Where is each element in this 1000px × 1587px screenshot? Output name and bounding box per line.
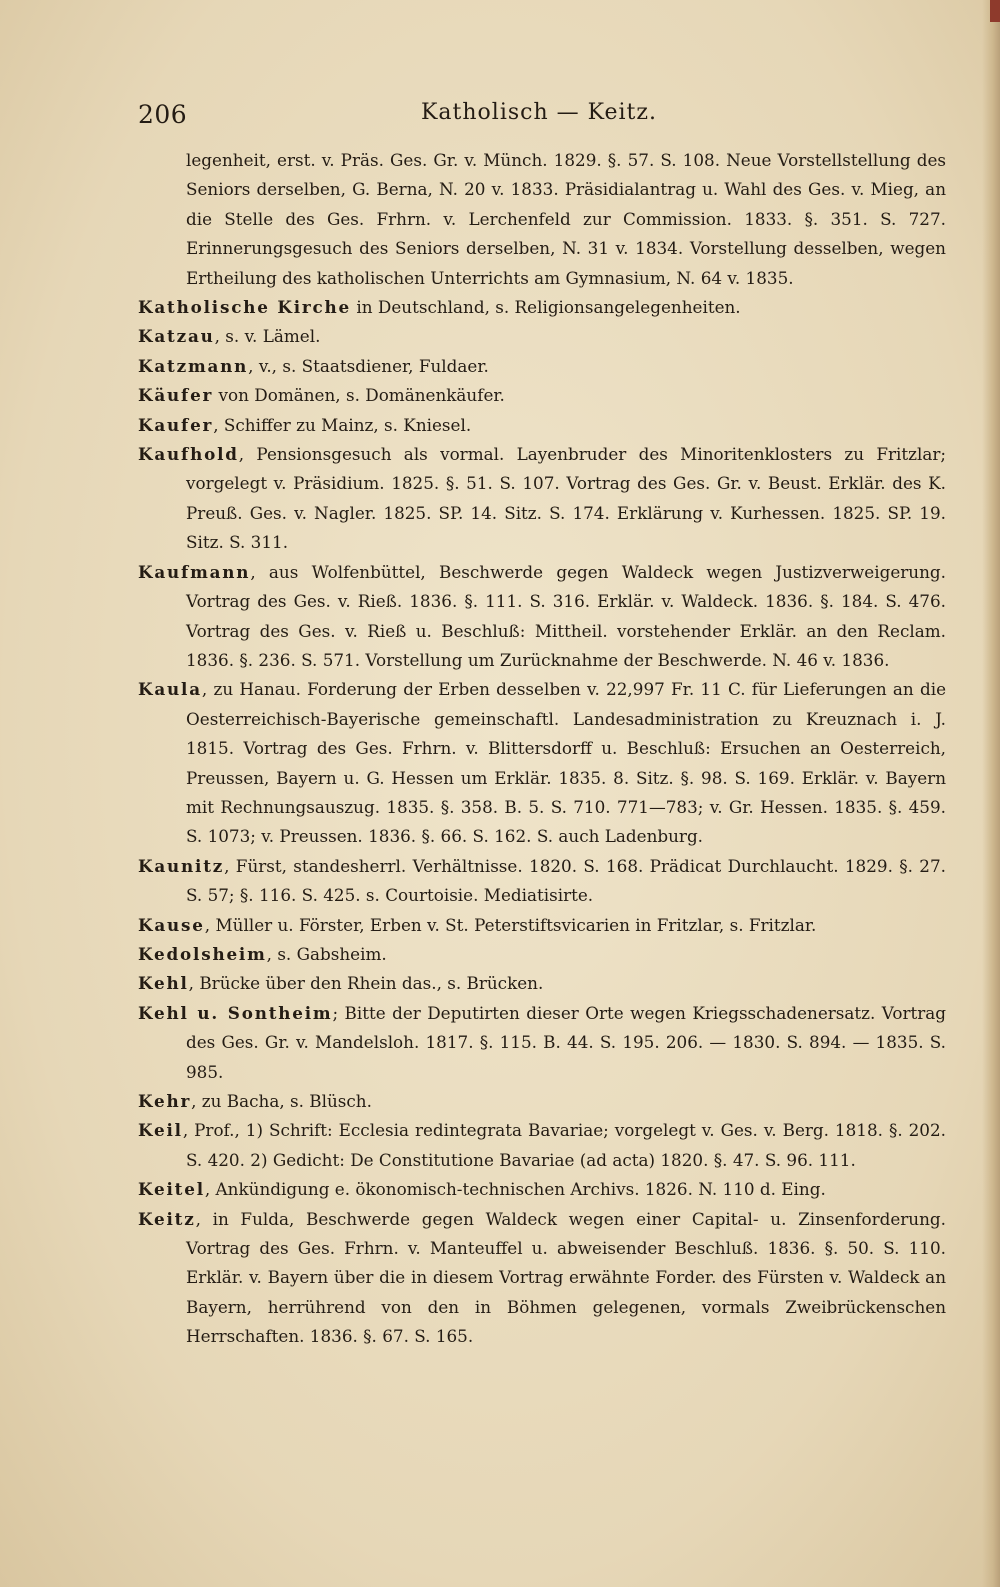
entry-text: in Deutschland, s. Religionsangelegenheiten. — [351, 297, 741, 318]
entry-term: Kehl — [138, 973, 189, 994]
entry-term: Kaufmann — [138, 561, 251, 582]
entry-term: Kehr — [138, 1091, 192, 1111]
index-entry — [138, 440, 946, 558]
page-header — [138, 100, 940, 134]
entry-term: Kaufhold — [138, 444, 239, 465]
index-entry — [138, 1116, 946, 1175]
entry-text: , aus Wolfenbüttel, Beschwerde gegen Waldeck wegen Justizverweigerung. Vortrag des Ges. v. Rieß. 1836. §. 111. S. 316. Erklär. v. Waldeck. 1836. §. 184. S. 476. Vortrag des Ges. v. Rieß u. Beschluß: Mittheil. vorstehender Erklär. an den Reclam. 1836. §. 236. S. 571. Vorstellung um Zurücknahme der Beschwerde. N. 46 v. 1836. — [186, 561, 946, 670]
index-entry — [138, 1087, 946, 1116]
entry-text: , zu Hanau. Forderung der Erben desselben v. 22,997 Fr. 11 C. für Lieferungen an die Oesterreichisch-Bayerische gemeinschaftl. Landesadministration zu Kreuznach i. J. 1815. Vortrag des Ges. Frhrn. v. Blittersdorff u. Beschluß: Ersuchen an Oesterreich, Preussen, Bayern u. G. Hessen um Erklär. 1835. 8. Sitz. §. 98. S. 169. Erklär. v. Bayern mit Rechnungsauszug. 1835. §. 358. B. 5. S. 710. 771—783; v. Gr. Hessen. 1835. §. 459. S. 1073; v. Preussen. 1836. §. 66. S. 162. S. auch Ladenburg. — [186, 679, 946, 847]
index-entry — [138, 411, 946, 440]
index-entry — [138, 999, 946, 1087]
index-entry — [138, 146, 946, 293]
entry-term: Kedolsheim — [138, 943, 267, 964]
entry-term: Keitel — [138, 1179, 205, 1200]
entry-text: , Prof., 1) Schrift: Ecclesia redintegrata Bavariae; vorgelegt v. Ges. v. Berg. 1818. §. 202. S. 420. 2) Gedicht: De Constitutione Bavariae (ad acta) 1820. §. 47. S. 96. 111. — [182, 1120, 946, 1170]
entry-text: , s. v. Lämel. — [214, 326, 321, 347]
index-entry — [138, 381, 946, 410]
index-entry — [138, 1205, 946, 1352]
index-entry — [138, 969, 946, 998]
running-head: Katholisch — Keitz. — [421, 100, 657, 125]
entry-term: Katzmann — [138, 355, 249, 376]
entry-term: Katzau — [138, 326, 215, 347]
entry-text: , Müller u. Förster, Erben v. St. Peterstiftsvicarien in Fritzlar, s. Fritzlar. — [204, 914, 817, 935]
entry-text: , in Fulda, Beschwerde gegen Waldeck wegen einer Capital- u. Zinsenforderung. Vortrag des Ges. Frhrn. v. Manteuffel u. abweisender Beschluß. 1836. §. 50. S. 110. Erklär. v. Bayern über die in diesem Vortrag erwähnte Forder. des Fürsten v. Waldeck an Bayern, herrührend von den in Böhmen gelegenen, vormals Zweibrückenschen Herrschaften. 1836. §. 67. S. 165. — [186, 1208, 946, 1347]
index-entry — [138, 852, 946, 911]
entry-term: Kause — [138, 914, 205, 935]
entry-text: von Domänen, s. Domänenkäufer. — [213, 385, 505, 406]
entry-text: , zu Bacha, s. Blüsch. — [191, 1091, 372, 1111]
index-entry — [138, 322, 946, 351]
entry-term: Kaula — [138, 679, 202, 700]
entry-term: Kehl u. Sontheim — [138, 1002, 333, 1023]
entry-text: , s. Gabsheim. — [266, 943, 387, 964]
entry-text: , Fürst, standesherrl. Verhältnisse. 1820. S. 168. Prädicat Durchlaucht. 1829. §. 27. S. 57; §. 116. S. 425. s. Courtoisie. Mediatisirte. — [186, 855, 946, 906]
entry-text: , Ankündigung e. ökonomisch-technischen Archivs. 1826. N. 110 d. Eing. — [204, 1179, 826, 1200]
index-entry — [138, 675, 946, 851]
index-entry — [138, 1175, 946, 1204]
index-entries — [138, 146, 946, 1352]
entry-text: , Brücke über den Rhein das., s. Brücken. — [188, 973, 544, 994]
entry-text: , Pensionsgesuch als vormal. Layenbruder des Minoritenklosters zu Fritzlar; vorgelegt v. Präsidium. 1825. §. 51. S. 107. Vortrag des Ges. Gr. v. Beust. Erklär. des K. Preuß. Ges. v. Nagler. 1825. SP. 14. Sitz. S. 174. Erklärung v. Kurhessen. 1825. SP. 19. Sitz. S. 311. — [186, 444, 946, 553]
entry-term: Kaufer — [138, 414, 214, 435]
entry-text: , v., s. Staatsdiener, Fuldaer. — [248, 355, 489, 376]
entry-text: , Schiffer zu Mainz, s. Kniesel. — [213, 414, 472, 435]
page-number: 206 — [138, 100, 188, 129]
entry-term: Keil — [138, 1120, 183, 1141]
index-entry — [138, 940, 946, 969]
index-entry — [138, 558, 946, 676]
entry-text: ; Bitte der Deputirten dieser Orte wegen Kriegsschadenersatz. Vortrag des Ges. Gr. v. Mandelsloh. 1817. §. 115. B. 44. S. 195. 206. — 1830. S. 894. — 1835. S. 985. — [186, 1002, 946, 1082]
entry-term: Kaunitz — [138, 855, 225, 876]
entry-term: Käufer — [138, 385, 214, 406]
entry-term: Katholische Kirche — [138, 297, 352, 318]
page-edge-shadow — [982, 0, 1000, 1587]
index-entry — [138, 352, 946, 381]
entry-term: Keitz — [138, 1208, 196, 1229]
bookmark-ribbon — [990, 0, 1000, 22]
index-entry — [138, 293, 946, 322]
index-entry — [138, 911, 946, 940]
entry-text: legenheit, erst. v. Präs. Ges. Gr. v. Münch. 1829. §. 57. S. 108. Neue Vorstellstellung des Seniors derselben, G. Berna, N. 20 v. 1833. Präsidialantrag u. Wahl des Ges. v. Mieg, an die Stelle des Ges. Frhrn. v. Lerchenfeld zur Commission. 1833. §. 351. S. 727. Erinnerungsgesuch des Seniors derselben, N. 31 v. 1834. Vorstellung desselben, wegen Ertheilung des katholischen Unterrichts am Gymnasium, N. 64 v. 1835. — [186, 150, 946, 288]
